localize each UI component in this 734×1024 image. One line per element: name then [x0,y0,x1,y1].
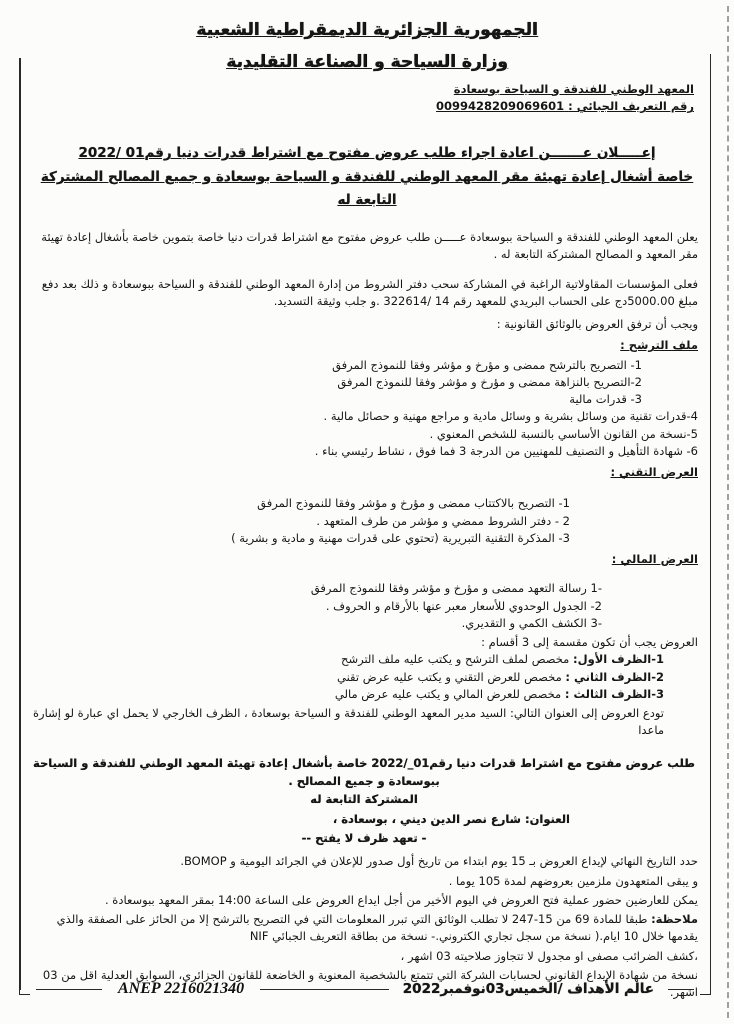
list-item: 2 - دفتر الشروط ممضي و مؤشر من طرف المتعهد . [316,513,570,528]
list-item: 5-نسخة من القانون الأساسي بالنسبة للشخص المعنوي . [429,426,698,441]
envelope-text: مخصص للعرض التقني و يكتب عليه عرض تقني [336,669,566,684]
scan-edge-artifact [727,6,729,1018]
anep-reference: ANEP 2216021340 [118,980,245,997]
footer-right-corner [700,983,711,995]
notice-title-line1: إعـــــلان عـــــــن اعادة اجراء طلب عروض مفتوح مع اشتراط قدرات دنيا رقم01 /2022 [78,145,656,162]
left-border-rule [19,58,21,990]
footer-line-segment [668,989,694,990]
notice-title [30,142,704,213]
envelope-label: 1-الظرف الأول: [573,652,664,667]
footer-line-segment [260,989,389,990]
notice-title-line2: خاصة أشغال إعادة تهيئة مقر المعهد الوطني للفندقة و السياحة بوسعادة و جميع المصالح المشتركة التابعة له [40,168,694,209]
technical-offer-heading: العرض التقني : [610,465,698,480]
document-header [0,14,734,116]
list-item: 3- المذكرة التقنية التبريرية (تحتوي على قدرات مهنية و مادية و بشرية ) [231,530,570,545]
journal-date-stamp: عالم الأهداف /الخميس03نوفمبر2022 [402,981,654,997]
list-item: 2-التصريح بالنزاهة ممضى و مؤرخ و مؤشر وفقا للنموذج المرفق [337,374,642,389]
financial-items-list [30,580,698,632]
tax-id-line [436,98,694,116]
envelope-text: مخصص لملف الترشح و يكتب عليه ملف الترشح [341,652,573,667]
envelope-label: 3-الظرف الثالث : [564,686,664,701]
technical-items-list [30,495,698,547]
list-item: -3 الكشف الكمي و التقديري. [461,615,602,630]
government-header [196,14,538,79]
announcement-paragraph: يعلن المعهد الوطني للفندقة و السياحة ببوسعادة عـــــن طلب عروض مفتوح مع اشتراط قدرات دنيا خاصة بتموين خاصة بأشغال إعادة تهيئة مقر المعهد و المصالح المشتركة التابعة له . [41,230,698,262]
footer-left-corner [19,983,30,995]
outer-envelope-line2: المشتركة التابعة له [310,792,418,807]
note-paragraph [30,911,698,946]
candidacy-items-list [30,357,698,461]
tax-id-label: رقم التعريف الجبائي : [568,99,694,114]
newspaper-footer [19,978,711,1000]
tax-id-value: 0099428209069601 [436,99,565,114]
envelope-item [30,686,664,703]
submission-address-paragraph: تودع العروض إلى العنوان التالي: السيد مدير المعهد الوطني للفندقة و السياحة بوسعادة ، الظرف الخارجي لا يحمل اي عبارة لو إشارة ماعدا [33,706,664,738]
list-item: 1- التصريح بالترشح ممضى و مؤرخ و مؤشر وفقا للنموذج المرفق [332,357,642,372]
list-item: 3- قدرات مالية [569,392,642,407]
list-item: 6- شهادة التأهيل و التصنيف للمهنيين من الدرجة 3 فما فوق ، نشاط رئيسي بناء . [314,443,698,458]
candidacy-file-heading: ملف الترشح : [620,338,698,353]
list-item: -1 رسالة التعهد ممضى و مؤرخ و مؤشر وفقا للنموذج المرفق [310,581,602,596]
announcement-body [0,213,734,1001]
note-text: طبقا للمادة 69 من 15-247 لا تطلب الوثائق التي تبرر المعلومات التي في التصريح بالترشح إلا من الحائز على الصفقة والذي يقدمها خلال 10 ايام.( نسخة من سجل تجاري الكتروني.- نسخة من بطاقة التعريف الجبائي NIF [56,912,698,944]
purchase-paragraph: فعلى المؤسسات المقاولاتية الراغبة في المشاركة سحب دفتر الشروط من إدارة المعهد الوطني للفندقة و السياحة ببوسعادة و ذلك بعد دفع مبلغ 5000.00دج على الحساب البريدي للمعهد رقم 14 /322614 .و جلب وثيقة التسديد. [41,276,698,308]
republic-title: الجمهورية الجزائرية الديمقراطية الشعبية [196,20,538,40]
envelope-label: 2-الظرف الثاني : [565,669,664,684]
note-label: ملاحظة: [651,912,698,927]
envelope-text: مخصص للعرض المالي و يكتب عليه عرض مالي [334,686,565,701]
legal-deposit-paragraph: نسخة من شهادة الإيداع القانوني لحسابات الشركة التي تتمتع بالشخصية المعنوية و الخاضعة للقانون الجزائري، السوابق العدلية اقل من 03 اشهر. [42,967,698,1000]
list-item: 1- التصريح بالاكتتاب ممضى و مؤرخ و مؤشر وفقا للنموذج المرفق [257,496,570,511]
list-item: 4-قدرات تقنية من وسائل بشرية و وسائل مادية و مراجع مهنية و حصائل مالية . [323,409,698,424]
institute-identity-block [436,81,694,117]
opening-session-paragraph: يمكن للعارضين حضور عملية فتح العروض في اليوم الأخير من أجل ايداع العروض على الساعة 14:00 بمقر المعهد ببوسعادة . [105,892,698,907]
division-intro: العروض يجب أن تكون مقسمة إلى 3 أقسام : [481,635,698,650]
ministry-title: وزارة السياحة و الصناعة التقليدية [226,52,508,73]
do-not-open-notice: - تعهد ظرف لا يفتح -- [301,831,427,846]
envelopes-list [30,651,698,703]
envelope-item [30,669,664,686]
deadline-paragraph: حدد التاريخ النهائي لإيداع العروض بـ 15 يوم ابتداء من تاريخ أول صدور للإعلان في الجرائد اليومية و BOMOP. [180,854,698,869]
envelope-item [30,651,664,668]
outer-envelope-inscription [30,754,698,809]
documents-note: ويجب أن ترفق العروض بالوثائق القانونية : [496,317,698,332]
footer-line-segment [36,989,102,990]
right-border-rule [710,54,712,990]
institute-name: المعهد الوطني للفندقة و السياحة بوسعادة [453,81,694,96]
tax-statement-paragraph: ،كشف الضرائب مصفى او مجدول لا تتجاوز صلاحيته 03 اشهر ، [400,948,698,963]
financial-offer-heading: العرض المالي : [611,552,698,567]
validity-paragraph: و يبقى المتعهدون ملزمين بعروضهم لمدة 105 يوما . [448,873,698,888]
outer-envelope-line1: طلب عروض مفتوح مع اشتراط قدرات دنيا رقم01_/2022 خاصة بأشغال إعادة تهيئة المعهد الوطني للفندقة و السياحة ببوسعادة و جميع المصالح . [33,755,695,788]
street-address: العنوان: شارع نصر الدين ديني ، بوسعادة ، [332,811,570,826]
list-item: 2- الجدول الوحدوي للأسعار معبر عنها بالأرقام و الحروف . [325,598,602,613]
